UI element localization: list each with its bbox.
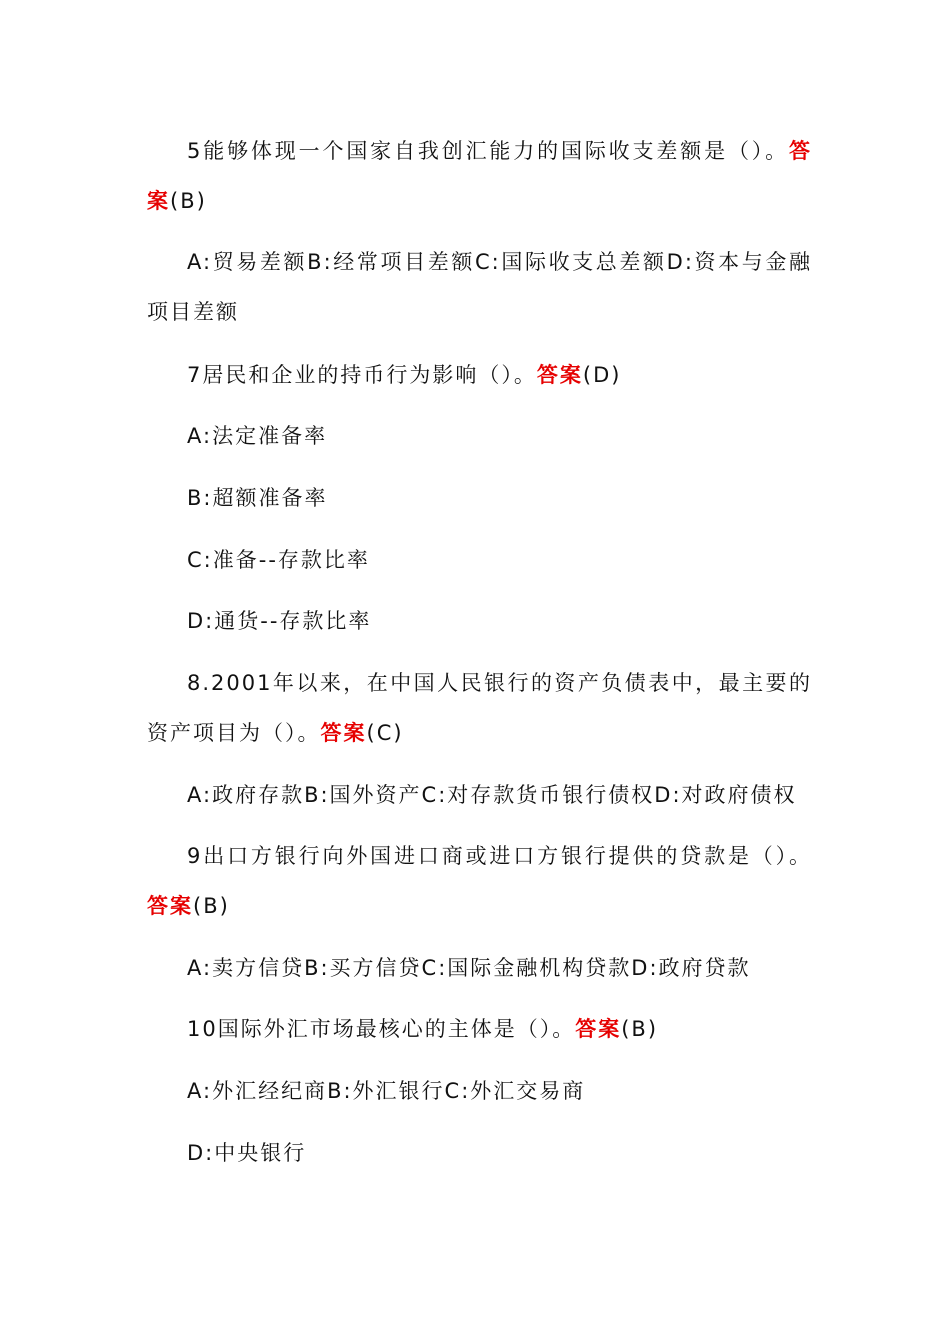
answer-label: 答案 [575, 1017, 622, 1041]
question-text: 8.2001年以来，在中国人民银行的资产负债表中，最主要的资产项目为（）。 [147, 671, 812, 745]
question-5-stem [147, 126, 812, 226]
question-10-stem [187, 1014, 817, 1044]
question-7-option-c: C:准备--存款比率 [187, 548, 370, 572]
question-9-options: A:卖方信贷B:买方信贷C:国际金融机构贷款D:政府贷款 [187, 956, 751, 980]
question-9-stem [147, 831, 812, 931]
question-text: 9出口方银行向外国进口商或进口方银行提供的贷款是（）。 [187, 844, 812, 868]
answer-value: (B) [621, 1017, 659, 1041]
answer-label: 答案 [147, 139, 812, 213]
question-10-options-line-2: D:中央银行 [187, 1141, 307, 1165]
question-text: 7居民和企业的持币行为影响（）。 [187, 363, 537, 387]
answer-value: (C) [366, 721, 404, 745]
question-7-option-b: B:超额准备率 [187, 486, 328, 510]
answer-value: (B) [170, 189, 207, 213]
question-7-option-a: A:法定准备率 [187, 424, 328, 448]
question-7-stem [187, 360, 817, 390]
answer-value: (B) [193, 894, 230, 918]
answer-label: 答案 [536, 363, 583, 387]
answer-label: 答案 [320, 721, 367, 745]
question-7-option-d: D:通货--存款比率 [187, 609, 372, 633]
answer-label: 答案 [147, 894, 193, 918]
question-text: 5能够体现一个国家自我创汇能力的国际收支差额是（）。 [187, 139, 789, 163]
question-8-options: A:政府存款B:国外资产C:对存款货币银行债权D:对政府债权 [187, 783, 797, 807]
question-8-stem [147, 658, 812, 758]
question-text: 10国际外汇市场最核心的主体是（）。 [187, 1017, 576, 1041]
answer-value: (D) [582, 363, 622, 387]
question-10-options-line-1: A:外汇经纪商B:外汇银行C:外汇交易商 [187, 1079, 586, 1103]
question-5-options: A:贸易差额B:经常项目差额C:国际收支总差额D:资本与金融项目差额 [147, 250, 812, 324]
